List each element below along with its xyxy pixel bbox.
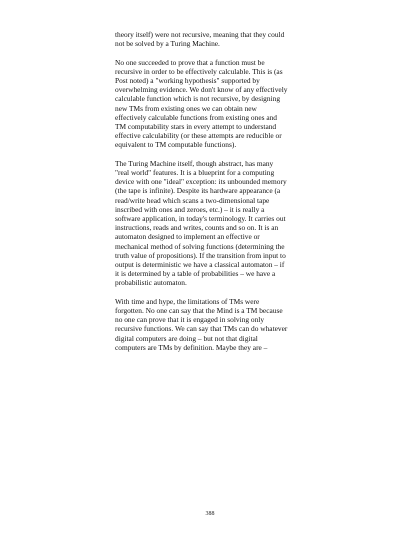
text-line: truth value of propositions). If the transition from input to [115, 250, 286, 260]
text-line: overwhelming evidence. We don't know of any effectively [115, 85, 288, 95]
text-line: effectively calculable functions from existing ones and [115, 112, 277, 122]
text-line: it is determined by a table of probabilities – we have a [115, 269, 276, 279]
text-line: With time and hype, the limitations of TMs were [115, 296, 260, 306]
paragraph [115, 159, 320, 288]
paragraph [115, 58, 320, 150]
text-line: recursive functions. We can say that TMs can do whatever [115, 324, 288, 334]
text-line: digital computers are doing – but not that digital [115, 333, 258, 343]
text-line: forgotten. No one can say that the Mind is a TM because [115, 306, 283, 316]
text-line: mechanical method of solving functions (determining the [115, 241, 285, 251]
text-line: new TMs from existing ones we can obtain new [115, 103, 257, 113]
paragraph [115, 30, 320, 48]
text-line: recursive in order to be effectively calculable. This is (as [115, 66, 283, 76]
text-line: effective calculability (or these attempts are reducible or [115, 131, 282, 141]
text-line: The Turing Machine itself, though abstract, has many [115, 158, 274, 168]
text-line: TM computability stars in every attempt to understand [115, 122, 277, 132]
text-line: read/write head which scans a two-dimensional tape [115, 195, 270, 205]
text-line: equivalent to TM computable functions). [115, 140, 237, 150]
text-line: automaton designed to implement an effective or [115, 232, 260, 242]
text-line: "real world" features. It is a blueprint for a computing [115, 168, 275, 178]
text-line: not be solved by a Turing Machine. [115, 39, 220, 49]
text-line: device with one "ideal" exception: its unbounded memory [115, 177, 287, 187]
text-column [115, 30, 320, 361]
text-line: instructions, reads and writes, counts and so on. It is an [115, 223, 279, 233]
text-line: calculable function which is not recursive, by designing [115, 94, 281, 104]
text-line: computers are TMs by definition. Maybe they are – [115, 342, 268, 352]
text-line: software application, in today's terminology. It carries out [115, 214, 286, 224]
text-line: theory itself) were not recursive, meaning that they could [115, 30, 285, 39]
text-line: probabilistic automaton. [115, 278, 187, 288]
text-line: inscribed with ones and zeroes, etc.) – it is really a [115, 204, 265, 214]
paragraph [115, 297, 320, 352]
text-line: no one can prove that it is engaged in solving only [115, 315, 265, 325]
text-line: No one succeeded to prove that a function must be [115, 57, 265, 67]
text-line: Post noted) a "working hypothesis" supported by [115, 76, 260, 85]
text-line: (the tape is infinite). Despite its hardware appearance (a [115, 186, 281, 196]
text-line: output is deterministic we have a classical automaton – if [115, 260, 285, 270]
page-number: 388 [205, 511, 215, 517]
